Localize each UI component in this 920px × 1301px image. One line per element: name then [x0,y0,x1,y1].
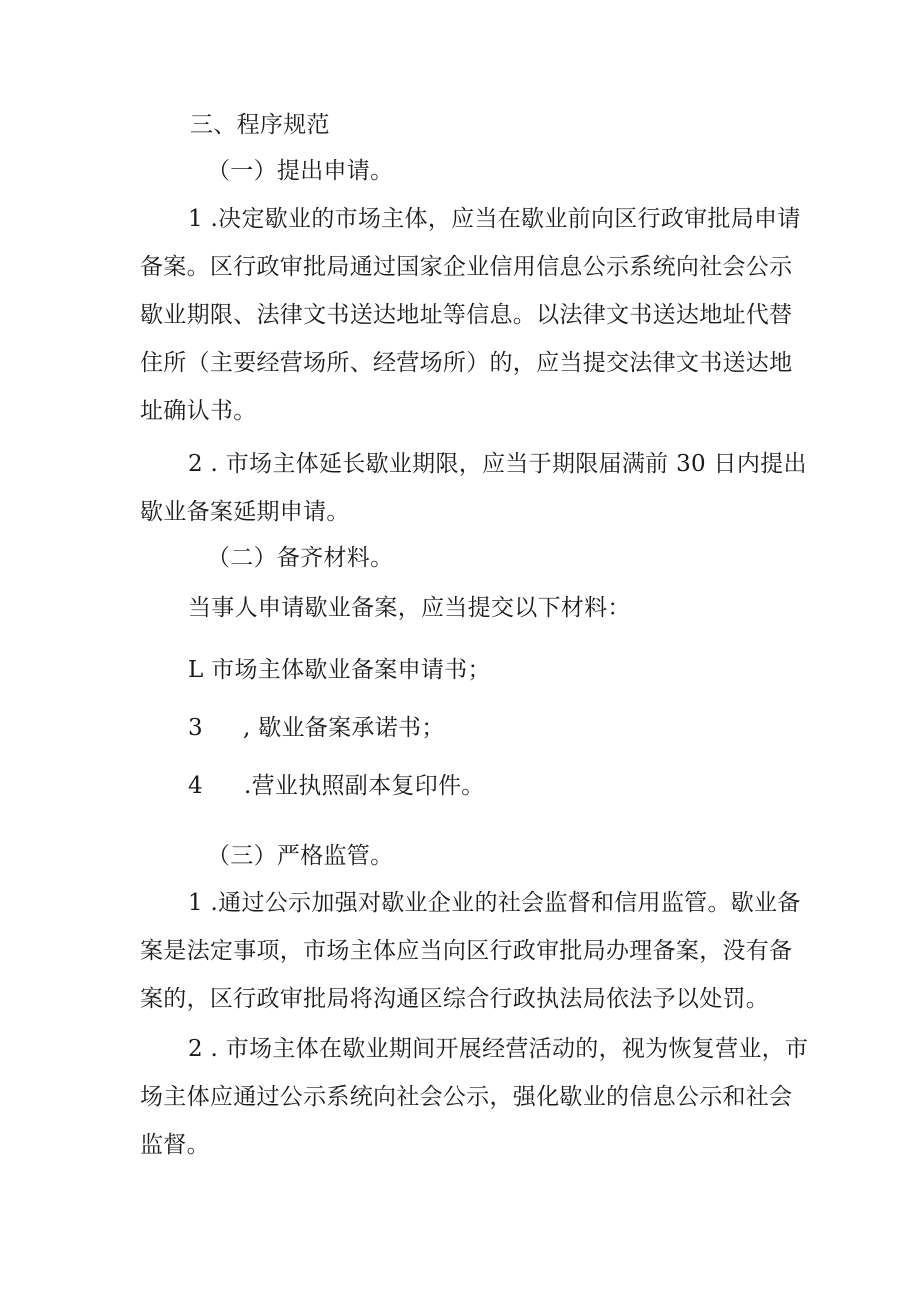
subsection-heading-3: （三）严格监管。 [207,843,394,869]
subsection-heading-2: （二）备齐材料。 [207,545,394,571]
paragraph-line: 2 . 市场主体延长歇业期限，应当于期限届满前 30 日内提出 [188,451,807,477]
material-item-3-text: .营业执照副本复印件。 [244,773,485,799]
paragraph-line: 址确认书。 [140,398,257,424]
material-item-1: L 市场主体歇业备案申请书； [188,657,491,683]
material-item-3-number: 4 [188,773,203,799]
paragraph-line: 监督。 [140,1132,210,1158]
section-heading: 三、程序规范 [190,112,330,138]
materials-intro: 当事人申请歇业备案，应当提交以下材料： [188,595,631,621]
material-item-2-number: 3 [188,715,203,741]
material-item-2-text: , 歇业备案承诺书； [243,715,445,741]
paragraph-line: 场主体应通过公示系统向社会公示，强化歇业的信息公示和社会 [140,1084,793,1110]
paragraph-line: 歇业期限、法律文书送达地址等信息。以法律文书送达地址代替 [140,302,793,328]
paragraph-line: 案的，区行政审批局将沟通区综合行政执法局依法予以处罚。 [140,986,770,1012]
paragraph-line: 2 . 市场主体在歇业期间开展经营活动的，视为恢复营业，市 [188,1036,809,1062]
subsection-heading-1: （一）提出申请。 [207,158,394,184]
paragraph-line: 案是法定事项，市场主体应当向区行政审批局办理备案，没有备 [140,938,793,964]
paragraph-line: 1 .决定歇业的市场主体，应当在歇业前向区行政审批局申请 [188,206,801,232]
material-item-3 [188,771,485,801]
paragraph-line: 1 .通过公示加强对歇业企业的社会监督和信用监管。歇业备 [188,890,801,916]
paragraph-line: 歇业备案延期申请。 [140,499,350,525]
paragraph-line: 备案。区行政审批局通过国家企业信用信息公示系统向社会公示 [140,254,793,280]
paragraph-line: 住所（主要经营场所、经营场所）的，应当提交法律文书送达地 [140,350,793,376]
material-item-2 [188,713,445,743]
